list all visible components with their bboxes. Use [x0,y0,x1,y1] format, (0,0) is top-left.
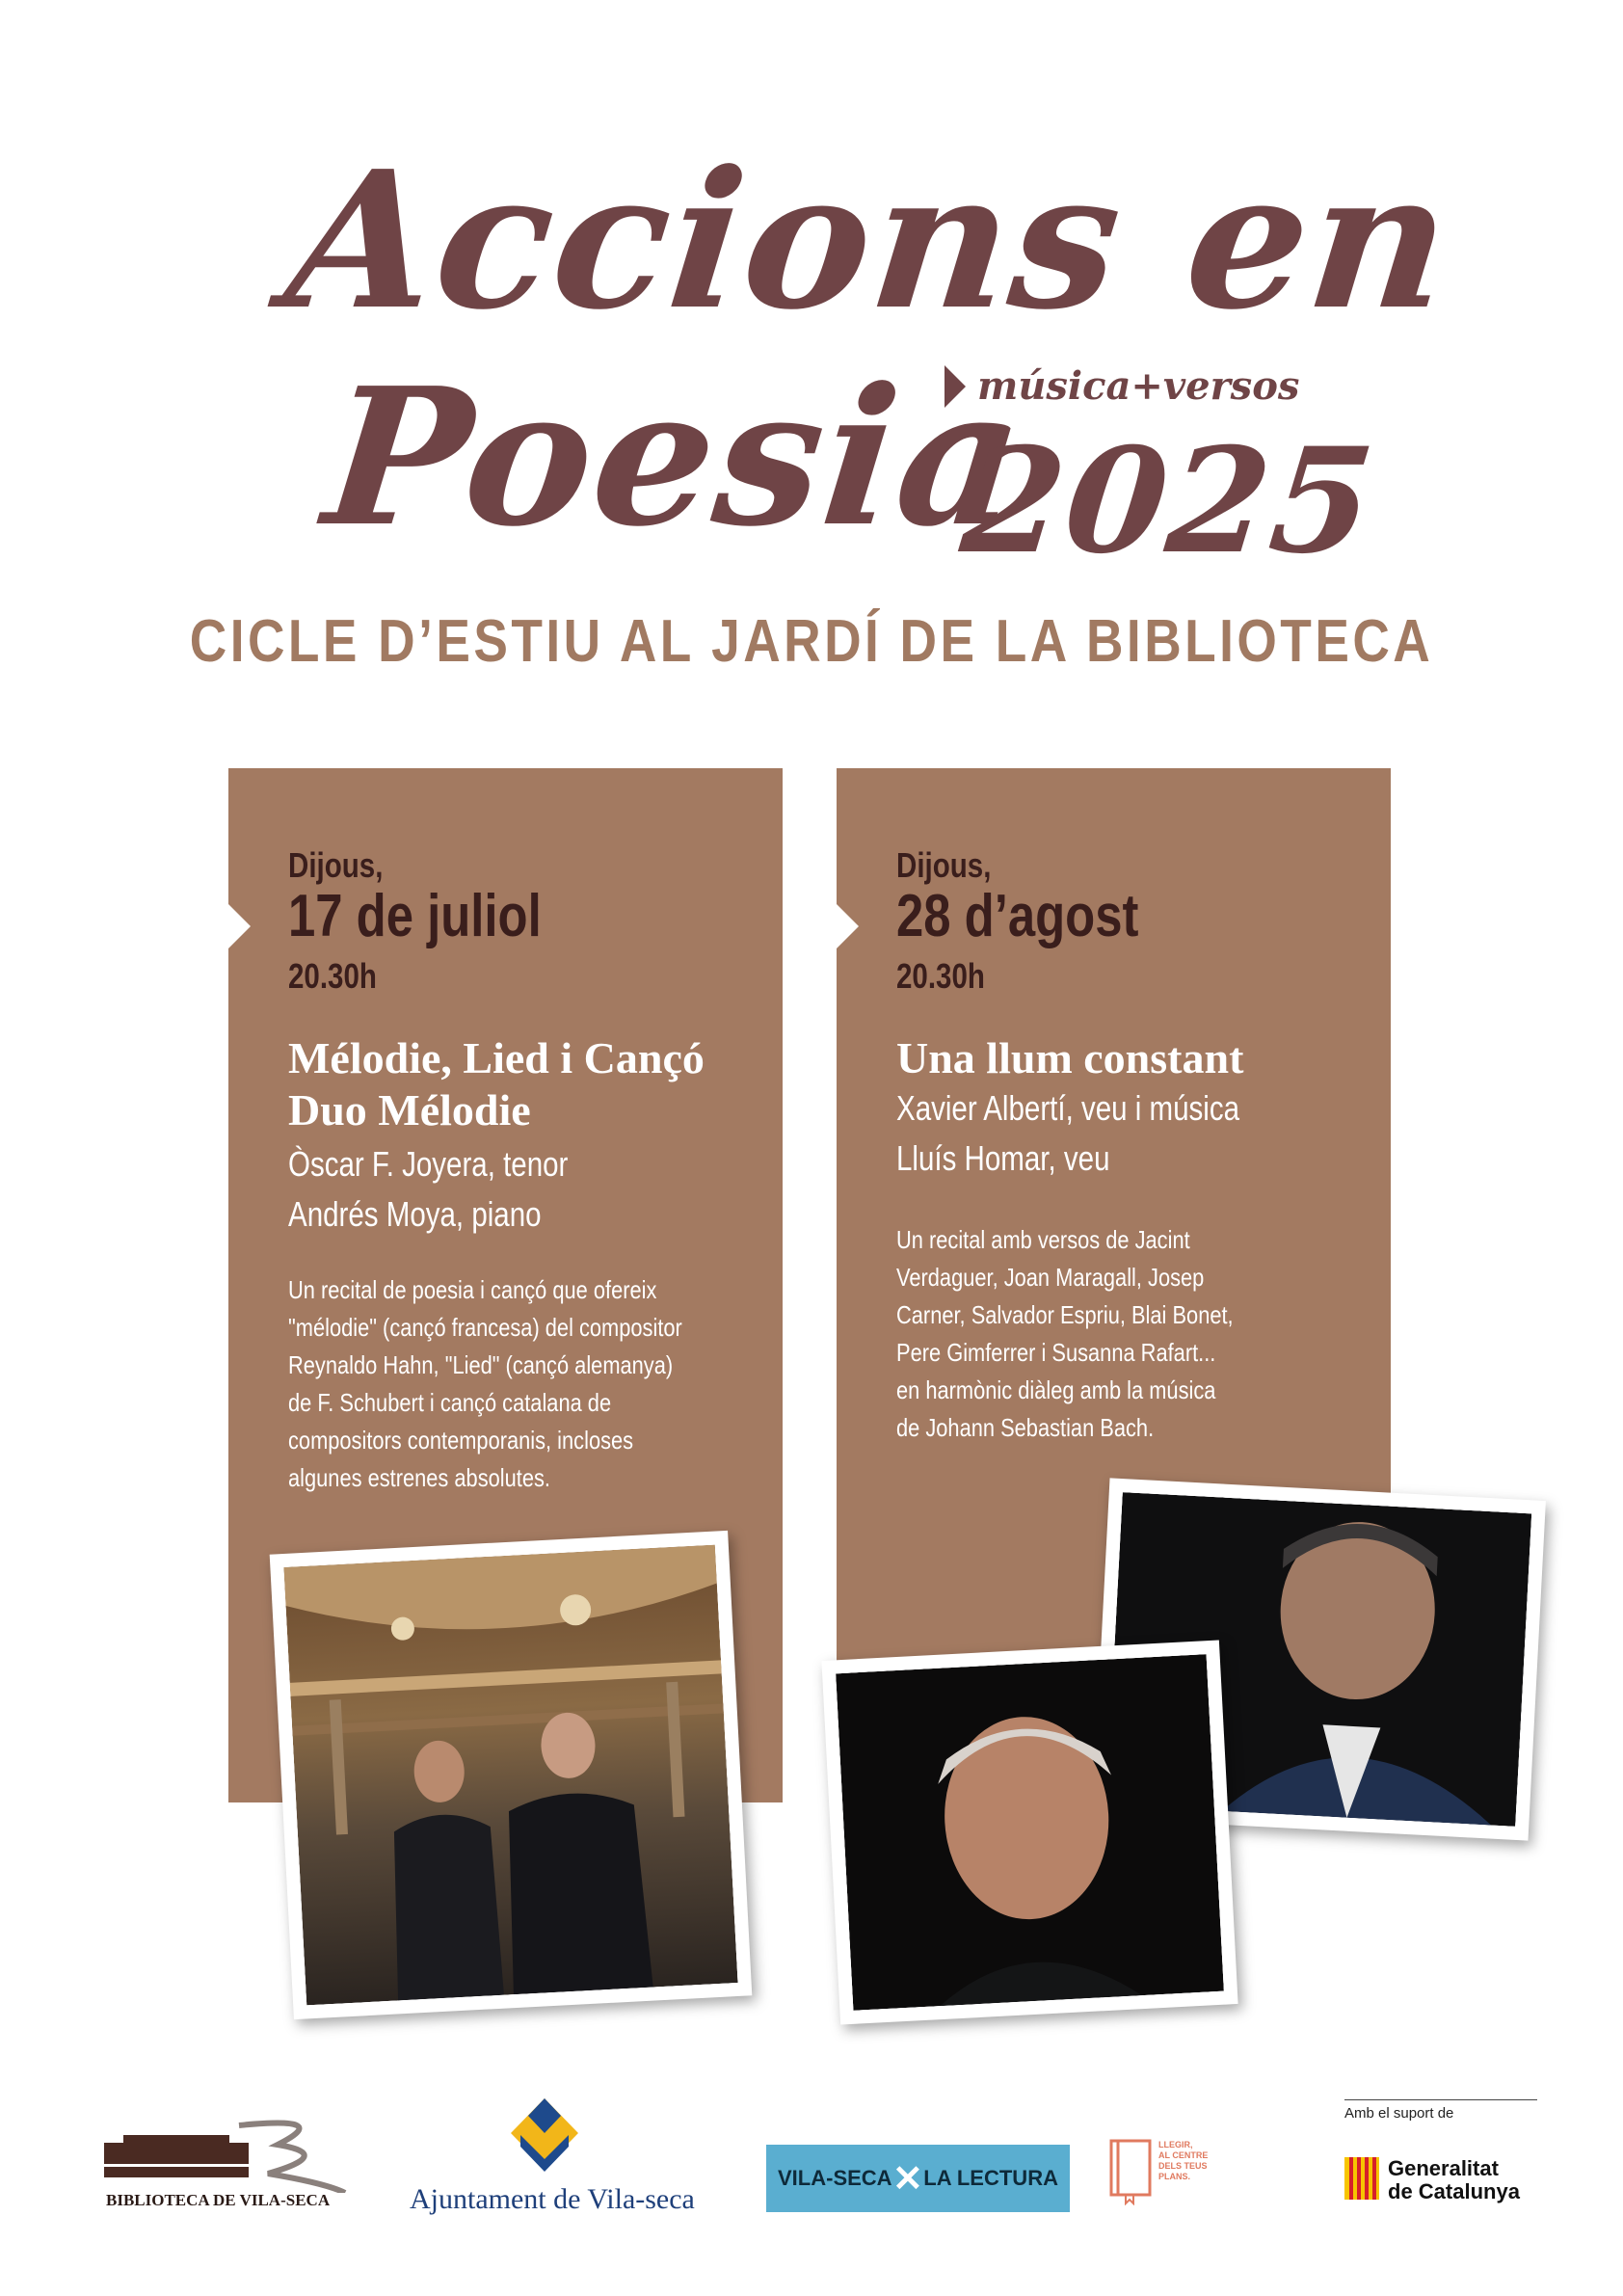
vilaseca-lectura-badge [766,2145,1070,2212]
event-time: 20.30h [288,956,377,996]
event-performer: Òscar F. Joyera, tenor [288,1144,569,1184]
event-title-line: Mélodie, Lied i Cançó [288,1033,705,1082]
event-description-line: Pere Gimferrer i Susanna Rafart... [896,1338,1216,1367]
event-title-line: Duo Mélodie [288,1085,531,1135]
title-line-accions-en: Accions en [277,130,1462,352]
cycle-heading: CICLE D’ESTIU AL JARDÍ DE LA BIBLIOTECA [189,608,1434,675]
senyera-icon [1344,2157,1379,2200]
generalitat-line: de Catalunya [1388,2179,1520,2203]
homar-photo-image [836,1654,1224,2011]
support-divider [1344,2099,1537,2100]
panel-notch [227,903,251,949]
support-label: Amb el suport de [1344,2105,1454,2122]
event-description-line: Carner, Salvador Espriu, Blai Bonet, [896,1300,1234,1329]
title-line-poesia: Poesia [315,347,1035,569]
lectura-label: LA LECTURA [923,2166,1058,2190]
event-description-line: "mélodie" (cançó francesa) del compositor [288,1313,682,1342]
event-day: Dijous, [896,845,992,885]
title-year: 2025 [954,416,1383,586]
event-performer: Xavier Albertí, veu i música [896,1088,1240,1128]
event-description-line: de F. Schubert i cançó catalana de [288,1388,612,1417]
event-description-line: Un recital amb versos de Jacint [896,1225,1190,1254]
event-description-line: en harmònic diàleg amb la música [896,1375,1216,1404]
vilaseca-label: VILA-SECA [778,2166,892,2190]
generalitat-logo [1344,2099,1537,2225]
generalitat-line: Generalitat [1388,2156,1499,2180]
event-performer: Lluís Homar, veu [896,1138,1110,1178]
llegir-line: AL CENTRE [1158,2150,1209,2160]
event-description-line: de Johann Sebastian Bach. [896,1413,1155,1442]
biblioteca-label: BIBLIOTECA DE VILA-SECA [106,2191,331,2209]
event-date: 17 de juliol [288,883,542,949]
event-description-line: Reynaldo Hahn, "Lied" (cançó alemanya) [288,1350,674,1379]
event-description-line: Un recital de poesia i cançó que ofereix [288,1275,657,1304]
ajuntament-logo [410,2096,695,2222]
generalitat-label [1388,2157,1520,2203]
homar-photo [821,1640,1237,2024]
event-description-line: algunes estrenes absolutes. [288,1463,550,1492]
ajuntament-diamond-icon [501,2096,588,2178]
duo-photo [270,1531,753,2019]
event-time: 20.30h [896,956,985,996]
panel-notch [836,903,859,949]
biblioteca-logo-mark [104,2106,350,2193]
biblioteca-logo [104,2106,350,2212]
llegir-logo [1108,2138,1224,2225]
event-date: 28 d’agost [896,883,1139,949]
book-icon [1108,2138,1153,2205]
event-day: Dijous, [288,845,384,885]
event-performer: Andrés Moya, piano [288,1194,542,1234]
event-title-line: Una llum constant [896,1033,1244,1082]
event-description-line: compositors contemporanis, incloses [288,1426,634,1455]
cross-icon: ✕ [891,2158,923,2200]
llegir-line: DELS TEUS [1158,2161,1208,2171]
subtitle-text: música+versos [977,363,1300,409]
duo-photo-image [283,1545,737,2006]
llegir-line: LLEGIR, [1158,2140,1193,2149]
event-description-line: Verdaguer, Joan Maragall, Josep [896,1263,1205,1292]
ajuntament-label: Ajuntament de Vila-seca [410,2183,695,2215]
llegir-text [1158,2140,1208,2182]
llegir-line: PLANS. [1158,2172,1191,2181]
